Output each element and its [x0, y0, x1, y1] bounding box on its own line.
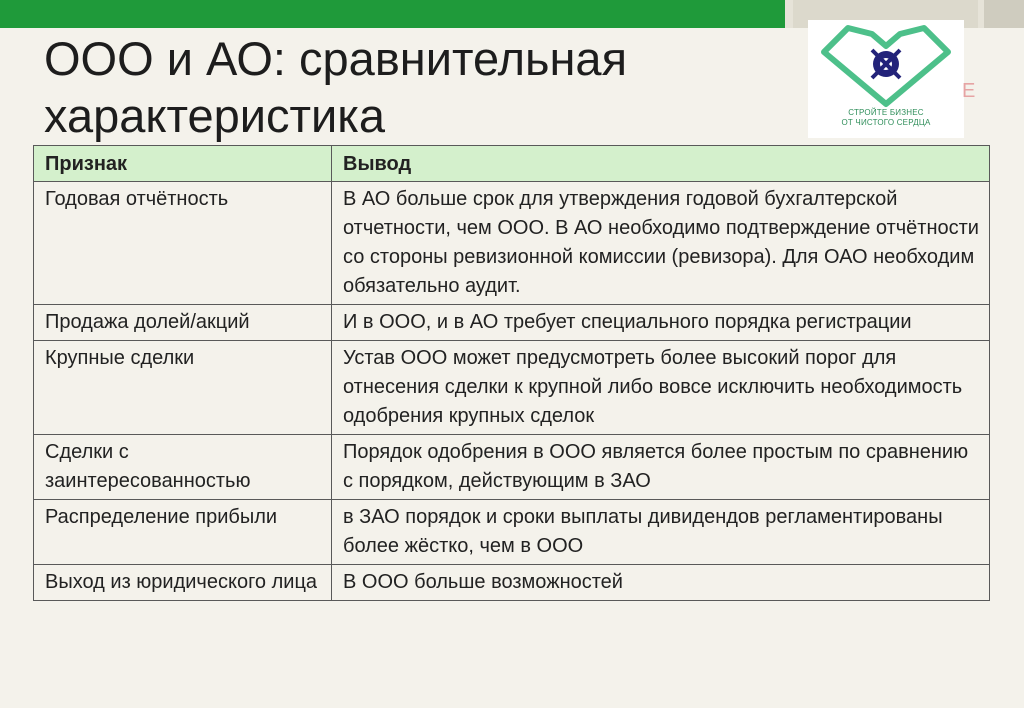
table-row [34, 500, 990, 565]
table-row [34, 341, 990, 435]
row-feature: Крупные сделки [34, 341, 332, 435]
comparison-table [33, 145, 990, 601]
row-conclusion: в ЗАО порядок и сроки выплаты дивидендов регламентированы более жёстко, чем в ООО [332, 500, 990, 565]
slide-title-line2: характеристика [44, 89, 386, 142]
company-logo [808, 20, 964, 138]
top-gray-block-right [984, 0, 1024, 28]
table-row [34, 435, 990, 500]
heart-logo-icon [808, 20, 964, 110]
logo-slogan-line2: ОТ ЧИСТОГО СЕРДЦА [841, 118, 931, 127]
row-feature: Распределение прибыли [34, 500, 332, 565]
table-row [34, 305, 990, 341]
logo-slogan-line1: СТРОЙТЕ БИЗНЕС [848, 108, 924, 117]
table-header-row [34, 146, 990, 182]
slide-title-line1: ООО и АО: сравнительная [44, 32, 628, 85]
table-row [34, 565, 990, 601]
row-feature: Сделки с заинтересованностью [34, 435, 332, 500]
top-green-band [0, 0, 785, 28]
row-conclusion: В ООО больше возможностей [332, 565, 990, 601]
header-feature: Признак [34, 146, 332, 182]
row-conclusion: Порядок одобрения в ООО является более простым по сравнению с порядком, действующим в ЗАО [332, 435, 990, 500]
logo-e-glyph: E [962, 80, 976, 102]
header-conclusion: Вывод [332, 146, 990, 182]
logo-slogan [808, 108, 964, 128]
row-feature: Выход из юридического лица [34, 565, 332, 601]
row-conclusion: Устав ООО может предусмотреть более высокий порог для отнесения сделки к крупной либо вовсе исключить необходимость одобрения крупных сделок [332, 341, 990, 435]
row-feature: Годовая отчётность [34, 182, 332, 305]
row-feature: Продажа долей/акций [34, 305, 332, 341]
table-row [34, 182, 990, 305]
slide-title [44, 30, 784, 144]
row-conclusion: И в ООО, и в АО требует специального порядка регистрации [332, 305, 990, 341]
row-conclusion: В АО больше срок для утверждения годовой бухгалтерской отчетности, чем ООО. В АО необходимо подтверждение отчётности со стороны ревизионной комиссии (ревизора). Для ОАО необходим обязательно аудит. [332, 182, 990, 305]
